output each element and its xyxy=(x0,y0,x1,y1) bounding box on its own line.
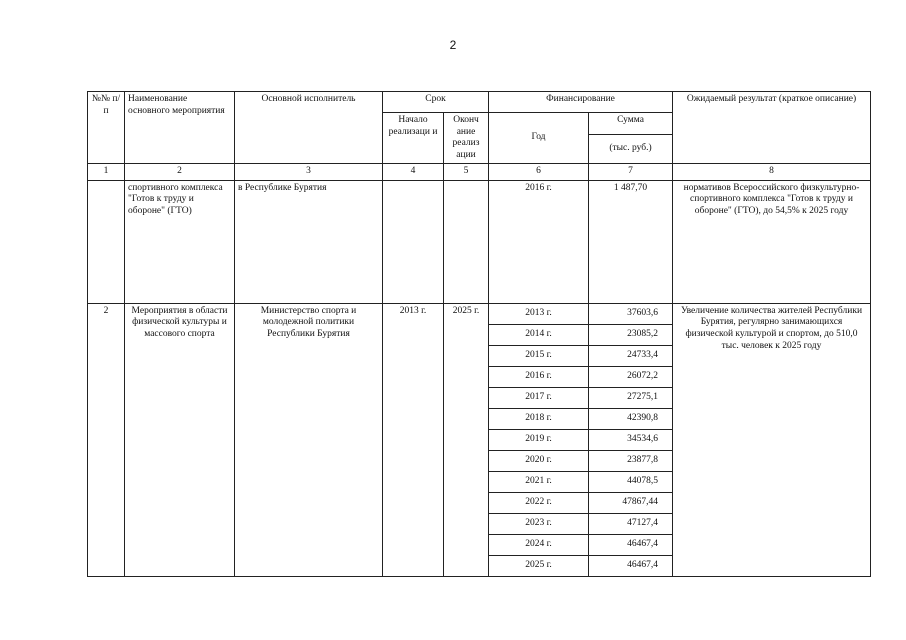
financing-year: 2017 г. xyxy=(489,387,589,408)
header-sum-unit: (тыс. руб.) xyxy=(589,134,673,164)
row2-num: 2 xyxy=(88,303,125,576)
cont-start xyxy=(383,180,444,303)
header-num: №№ п/п xyxy=(88,92,125,164)
financing-sum: 47867,44 xyxy=(589,492,673,513)
row2-end: 2025 г. xyxy=(444,303,489,576)
financing-year: 2018 г. xyxy=(489,408,589,429)
financing-year: 2021 г. xyxy=(489,471,589,492)
program-table xyxy=(87,91,871,577)
financing-sum: 34534,6 xyxy=(589,429,673,450)
financing-year: 2020 г. xyxy=(489,450,589,471)
column-number-8: 8 xyxy=(673,164,871,181)
financing-sum: 42390,8 xyxy=(589,408,673,429)
row2-executor: Министерство спорта и молодежной политики Республики Бурятия xyxy=(235,303,383,576)
column-number-row xyxy=(88,164,871,181)
cont-year: 2016 г. xyxy=(489,180,589,303)
financing-year: 2013 г. xyxy=(489,303,589,324)
cont-name: спортивного комплекса "Готов к труду и обороне" (ГТО) xyxy=(125,180,235,303)
header-name: Наименование основного мероприятия xyxy=(125,92,235,164)
column-number-1: 1 xyxy=(88,164,125,181)
row2-result: Увеличение количества жителей Республики Бурятия, регулярно занимающихся физической культурой и спортом, до 510,0 тыс. человек к 2025 году xyxy=(673,303,871,576)
cont-sum: 1 487,70 xyxy=(589,180,673,303)
header-term-start: Начало реализаци и xyxy=(383,113,444,164)
cont-result: нормативов Всероссийского физкультурно-спортивного комплекса "Готов к труду и обороне" (ГТО), до 54,5% к 2025 году xyxy=(673,180,871,303)
table-row xyxy=(88,303,871,324)
page-number: 2 xyxy=(449,38,457,52)
financing-year: 2024 г. xyxy=(489,534,589,555)
header-term: Срок xyxy=(383,92,489,113)
header-year: Год xyxy=(489,113,589,164)
financing-year: 2019 г. xyxy=(489,429,589,450)
financing-year: 2022 г. xyxy=(489,492,589,513)
financing-year: 2025 г. xyxy=(489,555,589,576)
header-term-end: Оконч ание реализ ации xyxy=(444,113,489,164)
cont-num xyxy=(88,180,125,303)
header-executor: Основной исполнитель xyxy=(235,92,383,164)
financing-sum: 47127,4 xyxy=(589,513,673,534)
financing-year: 2015 г. xyxy=(489,345,589,366)
column-number-2: 2 xyxy=(125,164,235,181)
header-financing: Финансирование xyxy=(489,92,673,113)
financing-sum: 23085,2 xyxy=(589,324,673,345)
header-result: Ожидаемый результат (краткое описание) xyxy=(673,92,871,164)
column-number-3: 3 xyxy=(235,164,383,181)
financing-year: 2023 г. xyxy=(489,513,589,534)
financing-sum: 23877,8 xyxy=(589,450,673,471)
header-sum: Сумма xyxy=(589,113,673,135)
financing-sum: 46467,4 xyxy=(589,534,673,555)
financing-sum: 26072,2 xyxy=(589,366,673,387)
continuation-row xyxy=(88,180,871,303)
cont-executor: в Республике Бурятия xyxy=(235,180,383,303)
row2-start: 2013 г. xyxy=(383,303,444,576)
financing-year: 2014 г. xyxy=(489,324,589,345)
financing-sum: 24733,4 xyxy=(589,345,673,366)
row2-name: Мероприятия в области физической культуры и массового спорта xyxy=(125,303,235,576)
financing-sum: 44078,5 xyxy=(589,471,673,492)
financing-sum: 46467,4 xyxy=(589,555,673,576)
column-number-6: 6 xyxy=(489,164,589,181)
cont-end xyxy=(444,180,489,303)
header-row-1 xyxy=(88,92,871,113)
financing-year: 2016 г. xyxy=(489,366,589,387)
financing-sum: 27275,1 xyxy=(589,387,673,408)
column-number-4: 4 xyxy=(383,164,444,181)
column-number-5: 5 xyxy=(444,164,489,181)
financing-sum: 37603,6 xyxy=(589,303,673,324)
column-number-7: 7 xyxy=(589,164,673,181)
